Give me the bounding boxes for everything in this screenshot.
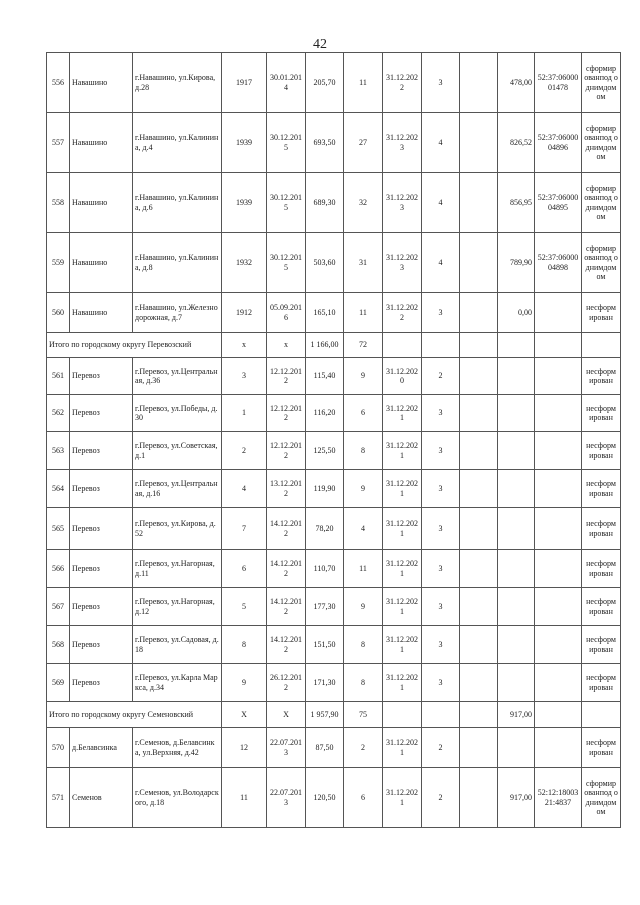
count-cell: 8: [344, 626, 383, 664]
date-cell: 13.12.2012: [267, 470, 306, 508]
settlement-cell: Навашино: [70, 293, 133, 333]
date-cell: 14.12.2012: [267, 626, 306, 664]
deadline-cell: 31.12.2023: [383, 173, 422, 233]
cadastral-cell: [535, 358, 582, 395]
table-row: [47, 432, 621, 470]
address-cell: г.Перевоз, ул.Центральная, д.16: [133, 470, 222, 508]
deadline-cell: 31.12.2023: [383, 113, 422, 173]
amount-cell: [498, 432, 535, 470]
empty-cell: [460, 53, 498, 113]
quarter-cell: 3: [422, 588, 460, 626]
empty-cell: [460, 588, 498, 626]
count-cell: 9: [344, 470, 383, 508]
settlement-cell: Перевоз: [70, 508, 133, 550]
quarter-cell: 3: [422, 550, 460, 588]
address-cell: г.Перевоз, ул.Нагорная, д.12: [133, 588, 222, 626]
total-count-cell: 72: [344, 333, 383, 358]
date-cell: 30.12.2015: [267, 113, 306, 173]
empty-cell: [460, 626, 498, 664]
amount-cell: 789,90: [498, 233, 535, 293]
empty-cell: [460, 113, 498, 173]
count-cell: 11: [344, 53, 383, 113]
empty-cell: [582, 333, 621, 358]
count-cell: 9: [344, 588, 383, 626]
year-cell: 11: [222, 768, 267, 828]
quarter-cell: 3: [422, 432, 460, 470]
total-x-cell: Х: [267, 702, 306, 728]
row-number-cell: 559: [47, 233, 70, 293]
date-cell: 14.12.2012: [267, 588, 306, 626]
count-cell: 6: [344, 395, 383, 432]
quarter-cell: 3: [422, 293, 460, 333]
status-cell: несформирован: [582, 664, 621, 702]
year-cell: 4: [222, 470, 267, 508]
amount-cell: [498, 508, 535, 550]
settlement-cell: Перевоз: [70, 358, 133, 395]
amount-cell: [498, 358, 535, 395]
total-label-cell: Итого по городскому округу Семеновский: [47, 702, 222, 728]
cadastral-cell: [535, 664, 582, 702]
empty-cell: [460, 508, 498, 550]
count-cell: 8: [344, 664, 383, 702]
row-number-cell: 558: [47, 173, 70, 233]
quarter-cell: 2: [422, 768, 460, 828]
address-cell: г.Семенов, ул.Володарского, д.18: [133, 768, 222, 828]
area-cell: 165,10: [306, 293, 344, 333]
date-cell: 22.07.2013: [267, 768, 306, 828]
status-cell: сформированпод однимдомом: [582, 173, 621, 233]
empty-cell: [460, 358, 498, 395]
address-cell: г.Семенов, д.Белавсинка, ул.Верхняя, д.42: [133, 728, 222, 768]
area-cell: 87,50: [306, 728, 344, 768]
settlement-cell: Навашино: [70, 173, 133, 233]
row-number-cell: 563: [47, 432, 70, 470]
total-x-cell: Х: [222, 702, 267, 728]
row-number-cell: 557: [47, 113, 70, 173]
empty-cell: [460, 550, 498, 588]
area-cell: 119,90: [306, 470, 344, 508]
empty-cell: [582, 702, 621, 728]
area-cell: 503,60: [306, 233, 344, 293]
status-cell: несформирован: [582, 550, 621, 588]
date-cell: 30.01.2014: [267, 53, 306, 113]
empty-cell: [460, 395, 498, 432]
quarter-cell: 3: [422, 470, 460, 508]
table-row: [47, 728, 621, 768]
year-cell: 1932: [222, 233, 267, 293]
year-cell: 5: [222, 588, 267, 626]
year-cell: 1917: [222, 53, 267, 113]
table-row: [47, 664, 621, 702]
amount-cell: [498, 626, 535, 664]
count-cell: 31: [344, 233, 383, 293]
row-number-cell: 564: [47, 470, 70, 508]
address-cell: г.Перевоз, ул.Победы, д.30: [133, 395, 222, 432]
year-cell: 1939: [222, 173, 267, 233]
table-row: [47, 550, 621, 588]
table-row: [47, 233, 621, 293]
total-area-cell: 1 166,00: [306, 333, 344, 358]
amount-cell: 917,00: [498, 768, 535, 828]
deadline-cell: 31.12.2020: [383, 358, 422, 395]
empty-cell: [383, 702, 422, 728]
cadastral-cell: 52:37:0600001478: [535, 53, 582, 113]
row-number-cell: 565: [47, 508, 70, 550]
date-cell: 30.12.2015: [267, 233, 306, 293]
empty-cell: [460, 432, 498, 470]
row-number-cell: 569: [47, 664, 70, 702]
empty-cell: [460, 768, 498, 828]
empty-cell: [460, 293, 498, 333]
cadastral-cell: [535, 293, 582, 333]
settlement-cell: Навашино: [70, 233, 133, 293]
quarter-cell: 3: [422, 395, 460, 432]
date-cell: 14.12.2012: [267, 550, 306, 588]
settlement-cell: Навашино: [70, 113, 133, 173]
year-cell: 1939: [222, 113, 267, 173]
deadline-cell: 31.12.2021: [383, 432, 422, 470]
status-cell: сформированпод однимдомом: [582, 768, 621, 828]
deadline-cell: 31.12.2022: [383, 53, 422, 113]
amount-cell: 856,95: [498, 173, 535, 233]
date-cell: 22.07.2013: [267, 728, 306, 768]
year-cell: 7: [222, 508, 267, 550]
register-table: [46, 52, 621, 828]
address-cell: г.Навашино, ул.Калинина, д.4: [133, 113, 222, 173]
cadastral-cell: 52:37:0600004895: [535, 173, 582, 233]
year-cell: 9: [222, 664, 267, 702]
deadline-cell: 31.12.2022: [383, 293, 422, 333]
cadastral-cell: [535, 728, 582, 768]
total-x-cell: х: [267, 333, 306, 358]
area-cell: 116,20: [306, 395, 344, 432]
area-cell: 151,50: [306, 626, 344, 664]
row-number-cell: 570: [47, 728, 70, 768]
deadline-cell: 31.12.2021: [383, 728, 422, 768]
area-cell: 171,30: [306, 664, 344, 702]
amount-cell: [498, 550, 535, 588]
year-cell: 8: [222, 626, 267, 664]
date-cell: 14.12.2012: [267, 508, 306, 550]
date-cell: 26.12.2012: [267, 664, 306, 702]
total-x-cell: х: [222, 333, 267, 358]
table-row: [47, 626, 621, 664]
date-cell: 05.09.2016: [267, 293, 306, 333]
area-cell: 689,30: [306, 173, 344, 233]
settlement-cell: д.Белавсинка: [70, 728, 133, 768]
status-cell: несформирован: [582, 508, 621, 550]
quarter-cell: 3: [422, 626, 460, 664]
empty-cell: [460, 664, 498, 702]
status-cell: несформирован: [582, 293, 621, 333]
cadastral-cell: 52:37:0600004898: [535, 233, 582, 293]
area-cell: 177,30: [306, 588, 344, 626]
date-cell: 12.12.2012: [267, 358, 306, 395]
count-cell: 32: [344, 173, 383, 233]
empty-cell: [460, 173, 498, 233]
empty-cell: [535, 333, 582, 358]
address-cell: г.Навашино, ул.Железнодорожная, д.7: [133, 293, 222, 333]
table-row: [47, 53, 621, 113]
area-cell: 125,50: [306, 432, 344, 470]
address-cell: г.Навашино, ул.Кирова, д.28: [133, 53, 222, 113]
address-cell: г.Навашино, ул.Калинина, д.6: [133, 173, 222, 233]
table-row: [47, 173, 621, 233]
amount-cell: [498, 470, 535, 508]
total-label-cell: Итого по городскому округу Перевозский: [47, 333, 222, 358]
total-row: [47, 333, 621, 358]
cadastral-cell: [535, 626, 582, 664]
quarter-cell: 4: [422, 173, 460, 233]
status-cell: сформированпод однимдомом: [582, 113, 621, 173]
amount-cell: [498, 728, 535, 768]
quarter-cell: 3: [422, 664, 460, 702]
address-cell: г.Перевоз, ул.Садовая, д.18: [133, 626, 222, 664]
count-cell: 11: [344, 293, 383, 333]
status-cell: несформирован: [582, 395, 621, 432]
deadline-cell: 31.12.2021: [383, 508, 422, 550]
cadastral-cell: [535, 470, 582, 508]
amount-cell: 826,52: [498, 113, 535, 173]
status-cell: несформирован: [582, 432, 621, 470]
empty-cell: [422, 702, 460, 728]
row-number-cell: 561: [47, 358, 70, 395]
table-row: [47, 113, 621, 173]
count-cell: 8: [344, 432, 383, 470]
status-cell: несформирован: [582, 588, 621, 626]
area-cell: 110,70: [306, 550, 344, 588]
page-number: 42: [313, 37, 327, 52]
quarter-cell: 2: [422, 728, 460, 768]
settlement-cell: Перевоз: [70, 550, 133, 588]
empty-cell: [383, 333, 422, 358]
table-row: [47, 358, 621, 395]
settlement-cell: Перевоз: [70, 588, 133, 626]
row-number-cell: 568: [47, 626, 70, 664]
amount-cell: 478,00: [498, 53, 535, 113]
address-cell: г.Перевоз, ул.Кирова, д.52: [133, 508, 222, 550]
quarter-cell: 4: [422, 113, 460, 173]
quarter-cell: 2: [422, 358, 460, 395]
settlement-cell: Перевоз: [70, 626, 133, 664]
address-cell: г.Перевоз, ул.Карла Маркса, д.34: [133, 664, 222, 702]
cadastral-cell: [535, 432, 582, 470]
quarter-cell: 3: [422, 508, 460, 550]
address-cell: г.Перевоз, ул.Нагорная, д.11: [133, 550, 222, 588]
cadastral-cell: [535, 508, 582, 550]
cadastral-cell: 52:12:1800321:4837: [535, 768, 582, 828]
empty-cell: [460, 702, 498, 728]
year-cell: 6: [222, 550, 267, 588]
address-cell: г.Перевоз, ул.Центральная, д.36: [133, 358, 222, 395]
deadline-cell: 31.12.2021: [383, 664, 422, 702]
address-cell: г.Перевоз, ул.Советская, д.1: [133, 432, 222, 470]
date-cell: 30.12.2015: [267, 173, 306, 233]
year-cell: 1912: [222, 293, 267, 333]
deadline-cell: 31.12.2021: [383, 768, 422, 828]
date-cell: 12.12.2012: [267, 432, 306, 470]
empty-cell: [460, 333, 498, 358]
address-cell: г.Навашино, ул.Калинина, д.8: [133, 233, 222, 293]
table-row: [47, 470, 621, 508]
empty-cell: [460, 470, 498, 508]
amount-cell: [498, 588, 535, 626]
table-row: [47, 588, 621, 626]
count-cell: 11: [344, 550, 383, 588]
row-number-cell: 562: [47, 395, 70, 432]
empty-cell: [422, 333, 460, 358]
deadline-cell: 31.12.2021: [383, 588, 422, 626]
row-number-cell: 571: [47, 768, 70, 828]
amount-cell: [498, 664, 535, 702]
area-cell: 120,50: [306, 768, 344, 828]
settlement-cell: Навашино: [70, 53, 133, 113]
cadastral-cell: [535, 395, 582, 432]
year-cell: 3: [222, 358, 267, 395]
status-cell: сформированпод однимдомом: [582, 233, 621, 293]
table-row: [47, 293, 621, 333]
deadline-cell: 31.12.2021: [383, 626, 422, 664]
row-number-cell: 566: [47, 550, 70, 588]
status-cell: сформированпод однимдомом: [582, 53, 621, 113]
row-number-cell: 567: [47, 588, 70, 626]
total-amount-cell: [498, 333, 535, 358]
settlement-cell: Перевоз: [70, 470, 133, 508]
status-cell: несформирован: [582, 470, 621, 508]
deadline-cell: 31.12.2021: [383, 550, 422, 588]
count-cell: 2: [344, 728, 383, 768]
year-cell: 1: [222, 395, 267, 432]
deadline-cell: 31.12.2023: [383, 233, 422, 293]
area-cell: 205,70: [306, 53, 344, 113]
year-cell: 2: [222, 432, 267, 470]
settlement-cell: Перевоз: [70, 664, 133, 702]
empty-cell: [460, 728, 498, 768]
count-cell: 6: [344, 768, 383, 828]
row-number-cell: 556: [47, 53, 70, 113]
table-row: [47, 395, 621, 432]
deadline-cell: 31.12.2021: [383, 395, 422, 432]
count-cell: 9: [344, 358, 383, 395]
settlement-cell: Перевоз: [70, 432, 133, 470]
deadline-cell: 31.12.2021: [383, 470, 422, 508]
count-cell: 27: [344, 113, 383, 173]
status-cell: несформирован: [582, 358, 621, 395]
quarter-cell: 3: [422, 53, 460, 113]
table-row: [47, 508, 621, 550]
settlement-cell: Семенов: [70, 768, 133, 828]
table-row: [47, 768, 621, 828]
cadastral-cell: [535, 550, 582, 588]
year-cell: 12: [222, 728, 267, 768]
area-cell: 78,20: [306, 508, 344, 550]
total-row: [47, 702, 621, 728]
date-cell: 12.12.2012: [267, 395, 306, 432]
quarter-cell: 4: [422, 233, 460, 293]
area-cell: 115,40: [306, 358, 344, 395]
total-count-cell: 75: [344, 702, 383, 728]
row-number-cell: 560: [47, 293, 70, 333]
cadastral-cell: [535, 588, 582, 626]
empty-cell: [460, 233, 498, 293]
status-cell: несформирован: [582, 728, 621, 768]
settlement-cell: Перевоз: [70, 395, 133, 432]
empty-cell: [535, 702, 582, 728]
total-amount-cell: 917,00: [498, 702, 535, 728]
area-cell: 693,50: [306, 113, 344, 173]
cadastral-cell: 52:37:0600004896: [535, 113, 582, 173]
count-cell: 4: [344, 508, 383, 550]
amount-cell: [498, 395, 535, 432]
amount-cell: 0,00: [498, 293, 535, 333]
status-cell: несформирован: [582, 626, 621, 664]
total-area-cell: 1 957,90: [306, 702, 344, 728]
